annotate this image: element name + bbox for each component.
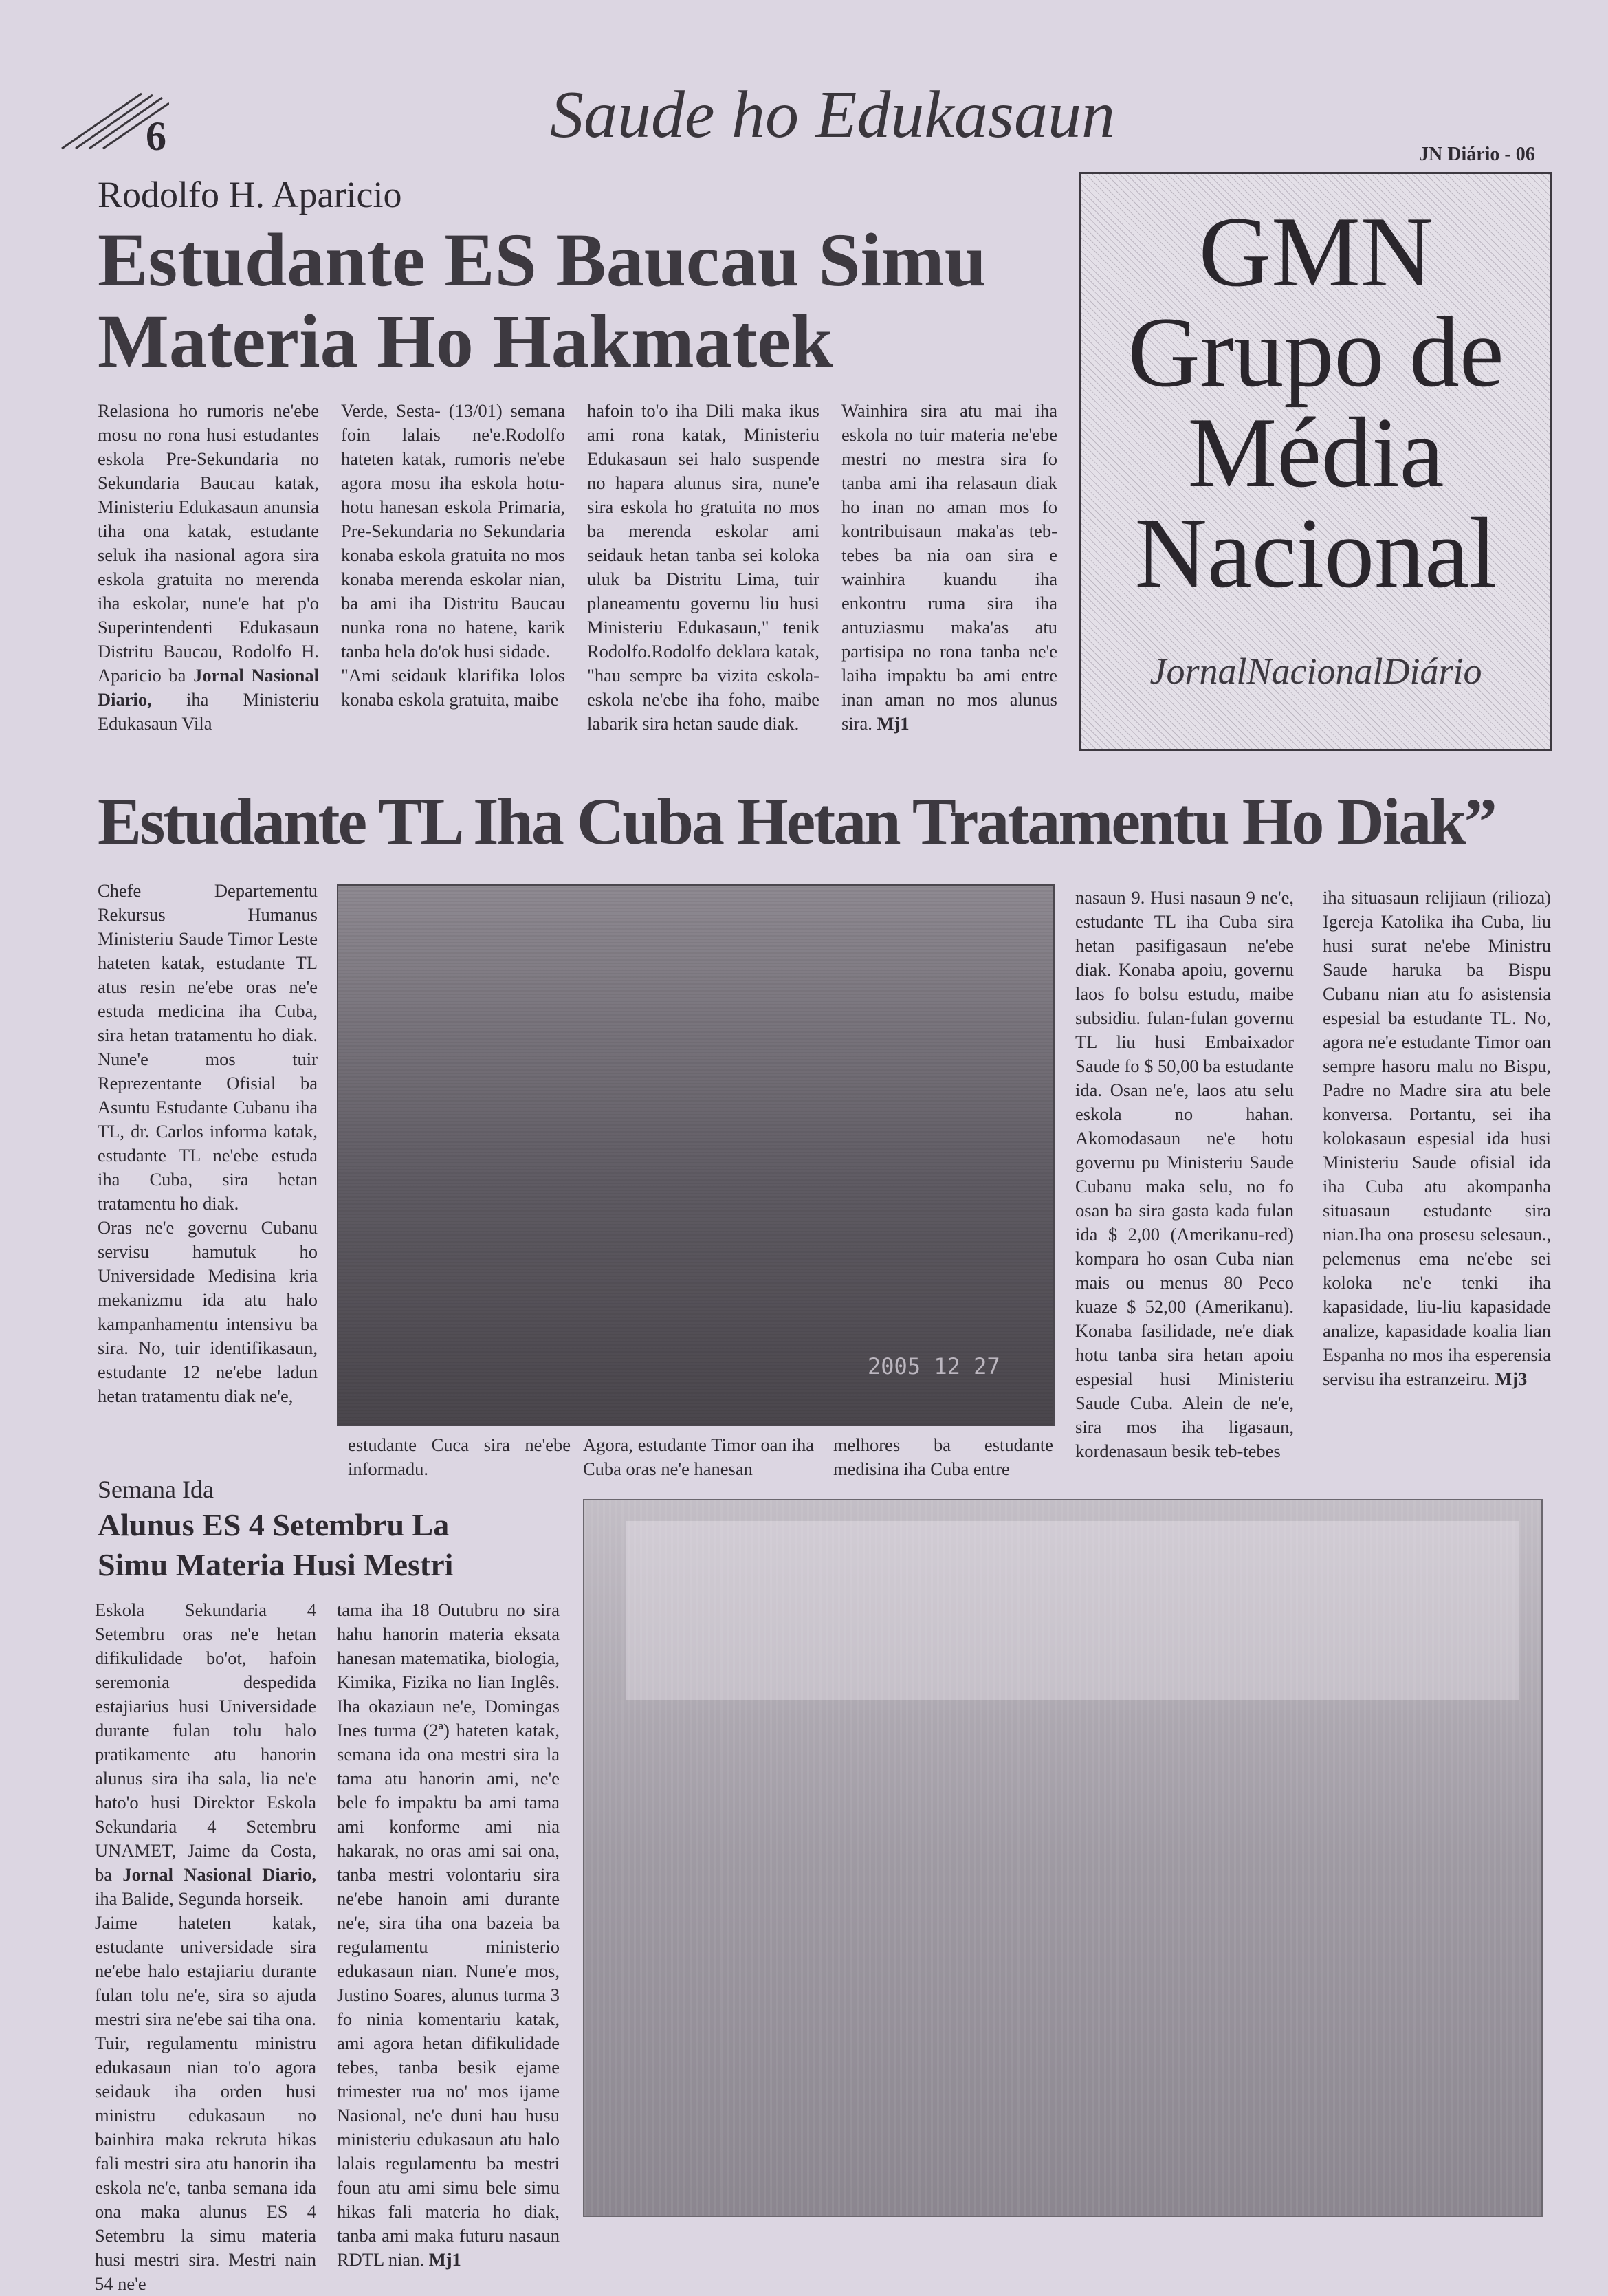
- article1-headline-line2: Materia Ho Hakmatek: [98, 299, 833, 383]
- article3-headline-line2: Simu Materia Husi Mestri: [98, 1547, 454, 1582]
- article1-signature: Mj1: [877, 713, 910, 734]
- article1-author: Rodolfo H. Aparicio: [98, 174, 402, 215]
- cuba-students-photo: [337, 884, 1055, 1426]
- article3-signature: Mj1: [428, 2249, 461, 2270]
- newspaper-name: Jornal Nasional Diario,: [98, 665, 319, 710]
- gmn-ad-subtitle: JornalNacionalDiário: [1149, 650, 1482, 692]
- classroom-photo: [583, 1499, 1543, 2217]
- article1-column-2: Verde, Sesta- (13/01) semana foin lalais ne'e.Rodolfo hateten katak, rumoris ne'ebe agora mosu iha eskola hotu-hotu hanesan eskola Primaria, Pre-Sekundaria no Sekundaria konaba eskola gratuita no mos konaba merenda eskolar nian, ba ami iha Distritu Baucau nunka rona no hatene, karik tanba hela do'ok husi sidade. "Ami seidauk klarifika lolos konaba eskola gratuita, maibe: [341, 400, 565, 710]
- article3-column-2: tama iha 18 Outubru no sira hahu hanorin materia eksata hanesan matematika, biologia, Kimika, Fizika no lian Inglês. Iha okaziaun ne'e, Domingas Ines turma (2ª) hateten katak, semana ida ona mestri sira la tama atu hanorin ami, ne'e bele fo impaktu ba ami tama ami konforme ami nia hakarak, no oras ami sai ona, tanba mestri volontariu sira ne'ebe hanoin ami durante ne'e, sira tiha ona bazeia ba regulamentu ministerio edukasaun nian. Nune'e mos, Justino Soares, alunus turma 3 fo ninia komentariu katak, ami agora hetan difikulidade tebes, tanba besik ejame trimester rua no' mos ijame Nasional, ne'e duni hau husu ministeriu edukasaun atu halo lalais regulamentu ba mestri foun atu ami simu bele simu hikas fali materia ho diak, tanba ami maka futuru nasaun RDTL nian. Mj1: [337, 1599, 560, 2270]
- article1-column-4: Wainhira sira atu mai iha eskola no tuir materia ne'ebe mestri no mestra sira fo tanba ami iha relasaun diak ho inan no aman mos fo kontribuisaun maka'as teb-tebes ba nia oan sira e wainhira kuandu iha enkontru ruma sira iha antuziasmu maka'as atu partisipa no rona tanba ne'e laiha impaktu ba ami entre inan aman no mos alunus sira. Mj1: [841, 400, 1057, 734]
- article2-caption-a: estudante Cuca sira ne'ebe informadu.: [348, 1434, 571, 1479]
- newspaper-name: Jornal Nasional Diario,: [122, 1864, 317, 1885]
- article1-column-1: Relasiona ho rumoris ne'ebe mosu no rona husi estudantes eskola Pre-Sekundaria no Sekundaria Baucau katak, Ministeriu Edukasaun anunsia tiha ona katak, estudante seluk iha nasional agora sira eskola gratuita no merenda iha eskolar, nune'e hat p'o Superintendenti Edukasaun Distritu Baucau, Rodolfo H. Aparicio ba Jornal Nasional Diario, iha Ministeriu Edukasaun Vila: [98, 400, 319, 734]
- gmn-ad-title: GMN Grupo de Média Nacional: [1127, 196, 1504, 609]
- gmn-ad-box: [1079, 172, 1552, 751]
- article2-signature: Mj3: [1495, 1368, 1528, 1389]
- article3-kicker: Semana Ida: [98, 1476, 214, 1503]
- article2-column-1: Chefe Departementu Rekursus Humanus Ministeriu Saude Timor Leste hateten katak, estudante TL atus resin ne'ebe oras ne'e estuda medicina iha Cuba, sira hetan tratamentu ho diak. Nune'e mos tuir Reprezentante Ofisial ba Asuntu Estudante Cubanu iha TL, dr. Carlos informa katak, estudante TL ne'ebe estuda iha Cuba, sira hetan tratamentu ho diak. Oras ne'e governu Cubanu servisu hamutuk ho Universidade Medisina kria mekanizmu ida atu halo kampanhamentu intensivu ba sira. No, tuir identifikasaun, estudante 12 ne'ebe ladun hetan tratamentu diak ne'e,: [98, 880, 318, 1406]
- photo-date-stamp: 2005 12 27: [868, 1353, 1000, 1379]
- page-number: 6: [146, 113, 166, 159]
- classroom-window: [626, 1521, 1519, 1700]
- article1-headline-line1: Estudante ES Baucau Simu: [98, 218, 987, 302]
- article3-column-1: Eskola Sekundaria 4 Setembru oras ne'e hetan difikulidade bo'ot, hafoin seremonia despedida estajiarius husi Universidade durante fulan tolu halo pratikamente atu hanorin alunus sira iha sala, lia ne'e hato'o husi Direktor Eskola Sekundaria 4 Setembru UNAMET, Jaime da Costa, ba Jornal Nasional Diario, iha Balide, Segunda horseik. Jaime hateten katak, estudante universidade sira ne'ebe halo estajiariu durante fulan tolu ne'e, sira so ajuda mestri sira ne'ebe sai tiha ona. Tuir, regulamentu ministru edukasaun nian to'o agora seidauk iha orden husi ministru edukasaun no bainhira maka rekruta hikas fali mestri sira atu hanorin iha eskola ne'e, tanba semana ida ona maka alunus ES 4 Setembru la simu materia husi mestri sira. Mestri nain 54 ne'e: [95, 1599, 317, 2294]
- article2-caption-b: Agora, estudante Timor oan iha Cuba oras ne'e hanesan: [583, 1434, 814, 1479]
- article2-caption-c: melhores ba estudante medisina iha Cuba entre: [833, 1434, 1053, 1479]
- article1-column-3: hafoin to'o iha Dili maka ikus ami rona katak, Ministeriu Edukasaun sei halo suspende no hapara alunus sira, nune'e sira eskola ho gratuita no mos ba merenda eskolar ami seidauk hetan tanba sei koloka uluk ba Distritu Lima, tuir planeamentu governu liu husi Ministeriu Edukasaun," tenik Rodolfo.Rodolfo deklara katak, "hau sempre ba vizita eskola-eskola ne'ebe iha foho, maibe labarik sira hetan saude diak.: [587, 400, 819, 734]
- edition-label: JN Diário - 06: [1419, 144, 1535, 165]
- article2-column-4: iha situasaun relijiaun (rilioza) Igereja Katolika iha Cuba, liu husi surat ne'ebe Ministru Saude haruka ba Bispu Cubanu nian atu fo asistensia espesial ba estudante TL. No, agora ne'e estudante Timor oan sempre hasoru malu no Bispu, Padre no Madre sira atu bele konversa. Portantu, sei iha kolokasaun espesial ida husi Ministeriu Saude ofisial ida iha Cuba atu akompanha situasaun estudante sira nian.Iha ona prosesu selesaun., pelemenus ema ne'ebe sei koloka ne'e tenki iha kapasidade, liu-liu kapasidade analize, kapasidade koalia lian Espanha no mos iha esperensia servisu iha estranzeiru. Mj3: [1323, 887, 1551, 1389]
- section-title: Saude ho Edukasaun: [550, 78, 1115, 152]
- article3-headline-line1: Alunus ES 4 Setembru La: [98, 1507, 450, 1542]
- article2-headline: Estudante TL Iha Cuba Hetan Tratamentu Ho Diak”: [98, 785, 1495, 858]
- article2-column-3: nasaun 9. Husi nasaun 9 ne'e, estudante TL iha Cuba sira hetan pasifigasaun ne'ebe diak. Konaba apoiu, governu laos fo bolsu estudu, maibe subsidiu. fulan-fulan governu TL liu husi Embaixador Saude fo $ 50,00 ba estudante ida. Osan ne'e, laos atu selu eskola no hahan. Akomodasaun ne'e hotu governu pu Ministeriu Saude Cubanu maka selu, no fo osan ba sira gasta kada fulan ida $ 2,00 (Amerikanu-red) kompara ho osan Cuba nian mais ou menus 80 Peco kuaze $ 52,00 (Amerikanu). Konaba fasilidade, ne'e diak hotu tanba sira hetan apoiu espesial husi Ministeriu Saude Cuba. Alein de ne'e, sira mos iha ligasaun, kordenasaun besik teb-tebes: [1075, 887, 1294, 1461]
